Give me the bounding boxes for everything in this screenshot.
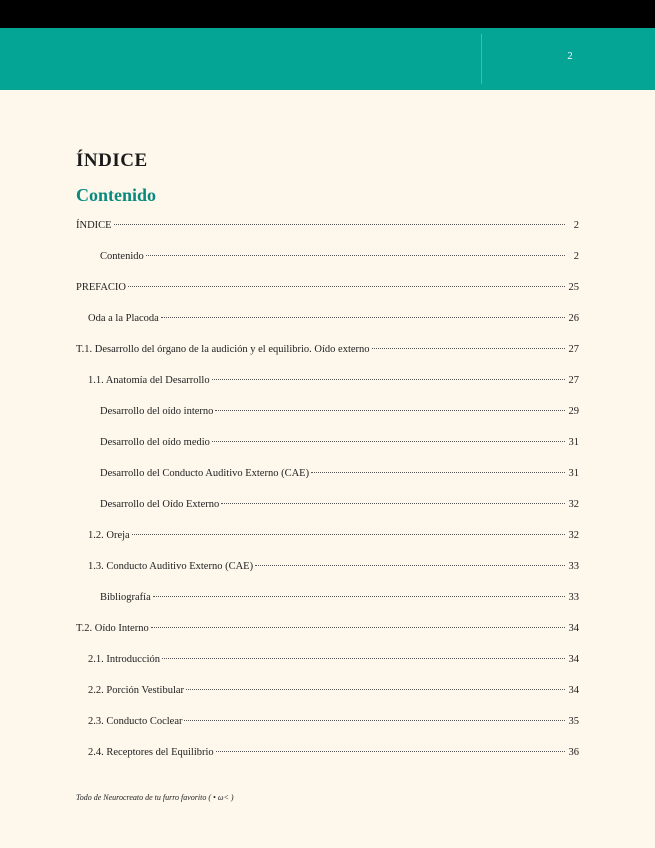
toc-leader-dots <box>114 224 565 225</box>
toc-entry-page: 2 <box>573 220 579 231</box>
toc-entry-label: Bibliografía <box>100 592 151 603</box>
toc-entry-label: 2.3. Conducto Coclear <box>88 716 183 727</box>
toc-leader-dots <box>215 410 565 411</box>
toc-leader-dots <box>372 348 565 349</box>
toc-entry-page: 31 <box>568 437 579 448</box>
toc-leader-dots <box>216 751 565 752</box>
toc-entry-page: 32 <box>568 530 579 541</box>
page-number: 2 <box>567 50 573 62</box>
toc-entry-page: 36 <box>568 747 579 758</box>
toc-leader-dots <box>255 565 565 566</box>
contents-heading: Contenido <box>76 185 157 205</box>
toc-leader-dots <box>162 658 565 659</box>
toc-entry[interactable] <box>76 404 579 435</box>
toc-entry-label: 1.1. Anatomía del Desarrollo <box>88 375 210 386</box>
toc-entry[interactable] <box>76 590 579 621</box>
toc-entry-label: Desarrollo del oído medio <box>100 437 210 448</box>
toc-entry[interactable] <box>76 683 579 714</box>
toc-leader-dots <box>128 286 565 287</box>
toc-entry-label: Contenido <box>100 251 144 262</box>
toc-entry-label: 2.2. Porción Vestibular <box>88 685 185 696</box>
toc-leader-dots <box>212 441 565 442</box>
index-title: ÍNDICE <box>76 150 148 171</box>
toc-entry-label: 2.4. Receptores del Equilibrio <box>88 747 214 758</box>
toc-entry-label: Desarrollo del Oído Externo <box>100 499 220 510</box>
toc-entry[interactable] <box>76 714 579 745</box>
toc-entry-label: Desarrollo del oído interno <box>100 406 214 417</box>
toc-entry-label: PREFACIO <box>76 282 126 293</box>
page-header-band <box>0 28 655 90</box>
top-black-bar <box>0 0 655 28</box>
toc-entry-page: 29 <box>568 406 579 417</box>
toc-leader-dots <box>132 534 565 535</box>
toc-entry-label: Desarrollo del Conducto Auditivo Externo (CAE) <box>100 468 310 479</box>
toc-entry[interactable] <box>76 466 579 497</box>
toc-entry[interactable] <box>76 373 579 404</box>
toc-leader-dots <box>146 255 565 256</box>
toc-leader-dots <box>151 627 565 628</box>
toc-entry[interactable] <box>76 311 579 342</box>
toc-leader-dots <box>221 503 565 504</box>
toc-leader-dots <box>186 689 565 690</box>
toc-entry-page: 25 <box>568 282 579 293</box>
toc-leader-dots <box>184 720 565 721</box>
toc-entry-page: 32 <box>568 499 579 510</box>
footer-note: Todo de Neurocreato de tu furro favorito ( • ω< ) <box>76 793 234 802</box>
toc-entry-page: 33 <box>568 561 579 572</box>
toc-entry-page: 27 <box>568 375 579 386</box>
toc-entry[interactable] <box>76 249 579 280</box>
toc-entry[interactable] <box>76 621 579 652</box>
toc-entry[interactable] <box>76 218 579 249</box>
toc-entry-page: 33 <box>568 592 579 603</box>
toc-entry-page: 34 <box>568 654 579 665</box>
toc-entry-page: 31 <box>568 468 579 479</box>
toc-entry-label: 1.3. Conducto Auditivo Externo (CAE) <box>88 561 254 572</box>
toc-entry[interactable] <box>76 497 579 528</box>
toc-entry-page: 26 <box>568 313 579 324</box>
header-divider <box>481 34 482 84</box>
toc-entry-page: 34 <box>568 623 579 634</box>
toc-entry-label: T.1. Desarrollo del órgano de la audición y el equilibrio. Oído externo <box>76 344 370 355</box>
toc-entry[interactable] <box>76 652 579 683</box>
toc-entry-label: T.2. Oído Interno <box>76 623 149 634</box>
toc-leader-dots <box>153 596 565 597</box>
toc-entry-label: ÍNDICE <box>76 220 112 231</box>
toc-entry-page: 27 <box>568 344 579 355</box>
toc-entry[interactable] <box>76 528 579 559</box>
toc-entry[interactable] <box>76 280 579 311</box>
toc-entry-page: 34 <box>568 685 579 696</box>
toc-entry[interactable] <box>76 745 579 776</box>
toc-entry[interactable] <box>76 342 579 373</box>
toc-entry-page: 2 <box>573 251 579 262</box>
toc-leader-dots <box>161 317 565 318</box>
toc-entry-label: 2.1. Introducción <box>88 654 161 665</box>
toc-entry-label: Oda a la Placoda <box>88 313 159 324</box>
toc-entry-page: 35 <box>568 716 579 727</box>
toc-entry[interactable] <box>76 559 579 590</box>
toc-leader-dots <box>212 379 565 380</box>
toc-leader-dots <box>311 472 565 473</box>
table-of-contents <box>76 218 579 776</box>
toc-entry[interactable] <box>76 435 579 466</box>
toc-entry-label: 1.2. Oreja <box>88 530 130 541</box>
